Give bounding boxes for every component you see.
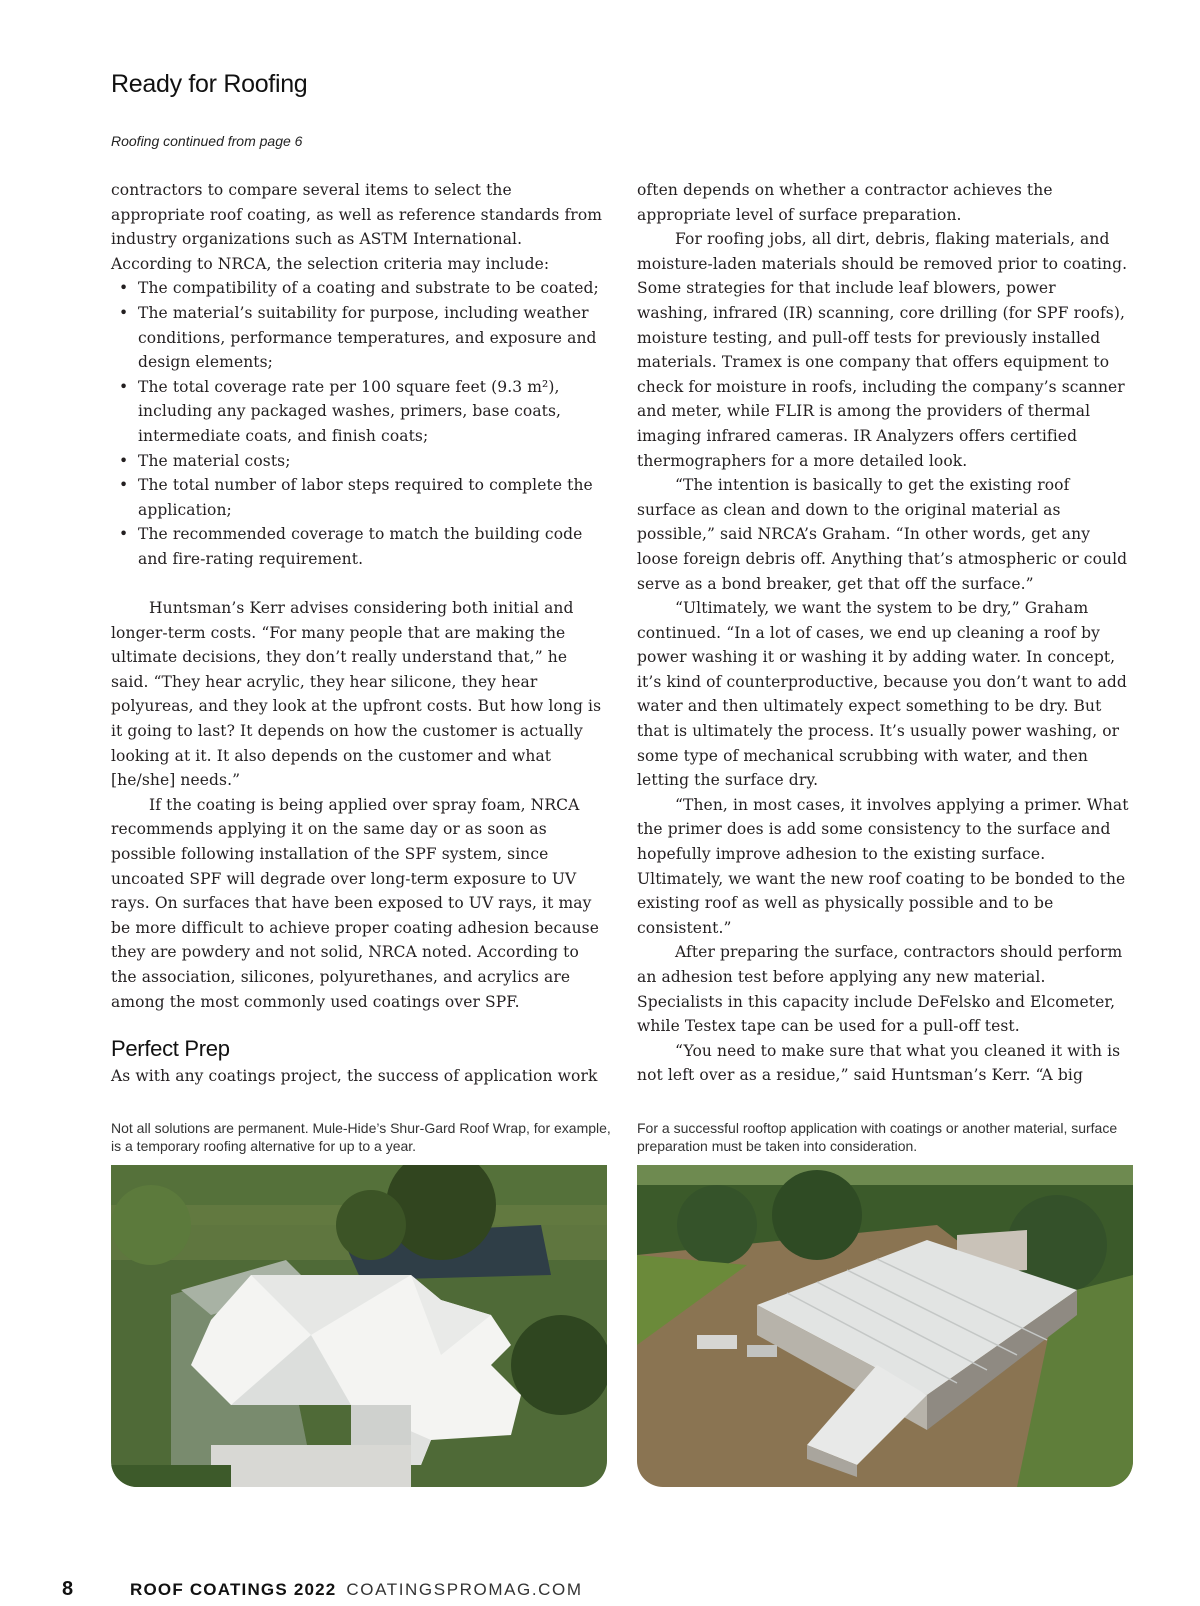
body-paragraph: Huntsman’s Kerr advises considering both initial and longer-term costs. “For many people that are making the ultimate decisions, they don’t really understand that,” he said. “They hear acrylic, they hear silicone, they hear polyureas, and they look at the upfront costs. But how long is it going to last? It depends on how the customer is actually looking at it. It also depends on the customer and what [he/she] needs.” <box>111 599 602 790</box>
left-column <box>111 178 603 1089</box>
intro-paragraph: contractors to compare several items to select the appropriate roof coating, as well as reference standards from industry organizations such as ASTM International. According to NRCA, the selection criteria may include: <box>111 181 603 273</box>
body-paragraph: “The intention is basically to get the existing roof surface as clean and down to the original material as possible,” said NRCA’s Graham. “In other words, get any loose foreign debris off. Anything that’s atmospheric or could serve as a bond breaker, get that off the surface.” <box>637 476 1128 593</box>
magazine-name: ROOF COATINGS 2022 <box>130 1580 337 1599</box>
body-paragraph: often depends on whether a contractor achieves the appropriate level of surface preparation. <box>637 181 1053 224</box>
website-link[interactable]: COATINGSPROMAG.COM <box>346 1580 583 1599</box>
body-paragraph: As with any coatings project, the success of application work <box>111 1067 598 1086</box>
continued-note: Roofing continued from page 6 <box>111 133 303 149</box>
list-item: • The compatibility of a coating and substrate to be coated; <box>111 276 603 301</box>
subheading-perfect-prep: Perfect Prep <box>111 1036 230 1062</box>
industrial-roof-illustration <box>637 1165 1133 1487</box>
page-number: 8 <box>62 1578 74 1600</box>
list-item: • The material costs; <box>111 449 603 474</box>
body-paragraph: For roofing jobs, all dirt, debris, flaking materials, and moisture-laden materials should be removed prior to coating. Some strategies for that include leaf blowers, power washing, infrared (IR) scanning, core drilling (for SPF roofs), moisture testing, and pull-off tests for previously installed materials. Tramex is one company that offers equipment to check for moisture in roofs, including the company’s scanner and meter, while FLIR is among the providers of thermal imaging infrared cameras. IR Analyzers offers certified thermographers for a more detailed look. <box>637 230 1128 470</box>
body-paragraph: If the coating is being applied over spray foam, NRCA recommends applying it on the same day or as soon as possible following installation of the SPF system, since uncoated SPF will degrade over long-term exposure to UV rays. On surfaces that have been exposed to UV rays, it may be more difficult to achieve proper coating adhesion because they are powdery and not solid, NRCA noted. According to the association, silicones, polyurethanes, and acrylics are among the most commonly used coatings over SPF. <box>111 795 599 1011</box>
page-footer <box>62 1578 583 1601</box>
criteria-list <box>111 276 603 571</box>
body-paragraph: “Ultimately, we want the system to be dry,” Graham continued. “In a lot of cases, we end up cleaning a roof by power washing it or washing it by adding water. In concept, it’s kind of counterproductive, because you don’t want to add water and then ultimately expect something to be dry. But that is ultimately the process. It’s usually power washing, or some type of mechanical scrubbing with water, and then letting the surface dry. <box>637 599 1127 790</box>
list-item: • The total coverage rate per 100 square feet (9.3 m²), including any packaged washes, primers, base coats, intermediate coats, and finish coats; <box>111 375 603 449</box>
footer-magazine-info <box>130 1580 583 1600</box>
body-paragraph: After preparing the surface, contractors should perform an adhesion test before applying any new material. Specialists in this capacity include DeFelsko and Elcometer, while Testex tape can be used for a pull-off test. <box>637 943 1123 1036</box>
list-item: • The material’s suitability for purpose, including weather conditions, performance temperatures, and exposure and design elements; <box>111 301 603 375</box>
list-item: • The total number of labor steps required to complete the application; <box>111 473 603 522</box>
photo-industrial-building <box>637 1165 1133 1487</box>
list-item: • The recommended coverage to match the building code and fire-rating requirement. <box>111 522 603 571</box>
photo-caption-left: Not all solutions are permanent. Mule-Hide’s Shur-Gard Roof Wrap, for example, is a temporary roofing alternative for up to a year. <box>111 1120 611 1154</box>
body-paragraph: “You need to make sure that what you cleaned it with is not left over as a residue,” said Huntsman’s Kerr. “A big <box>637 1041 1121 1085</box>
body-paragraph: “Then, in most cases, it involves applying a primer. What the primer does is add some consistency to the surface and hopefully improve adhesion to the existing surface. Ultimately, we want the new roof coating to be bonded to the existing roof as well as physically possible and to be consistent.” <box>637 795 1129 937</box>
section-title: Ready for Roofing <box>111 70 308 98</box>
house-roof-illustration <box>111 1165 607 1487</box>
right-column <box>637 178 1129 1088</box>
photo-caption-right: For a successful rooftop application with coatings or another material, surface preparation must be taken into consideration. <box>637 1120 1118 1154</box>
photo-white-roof-house <box>111 1165 607 1487</box>
